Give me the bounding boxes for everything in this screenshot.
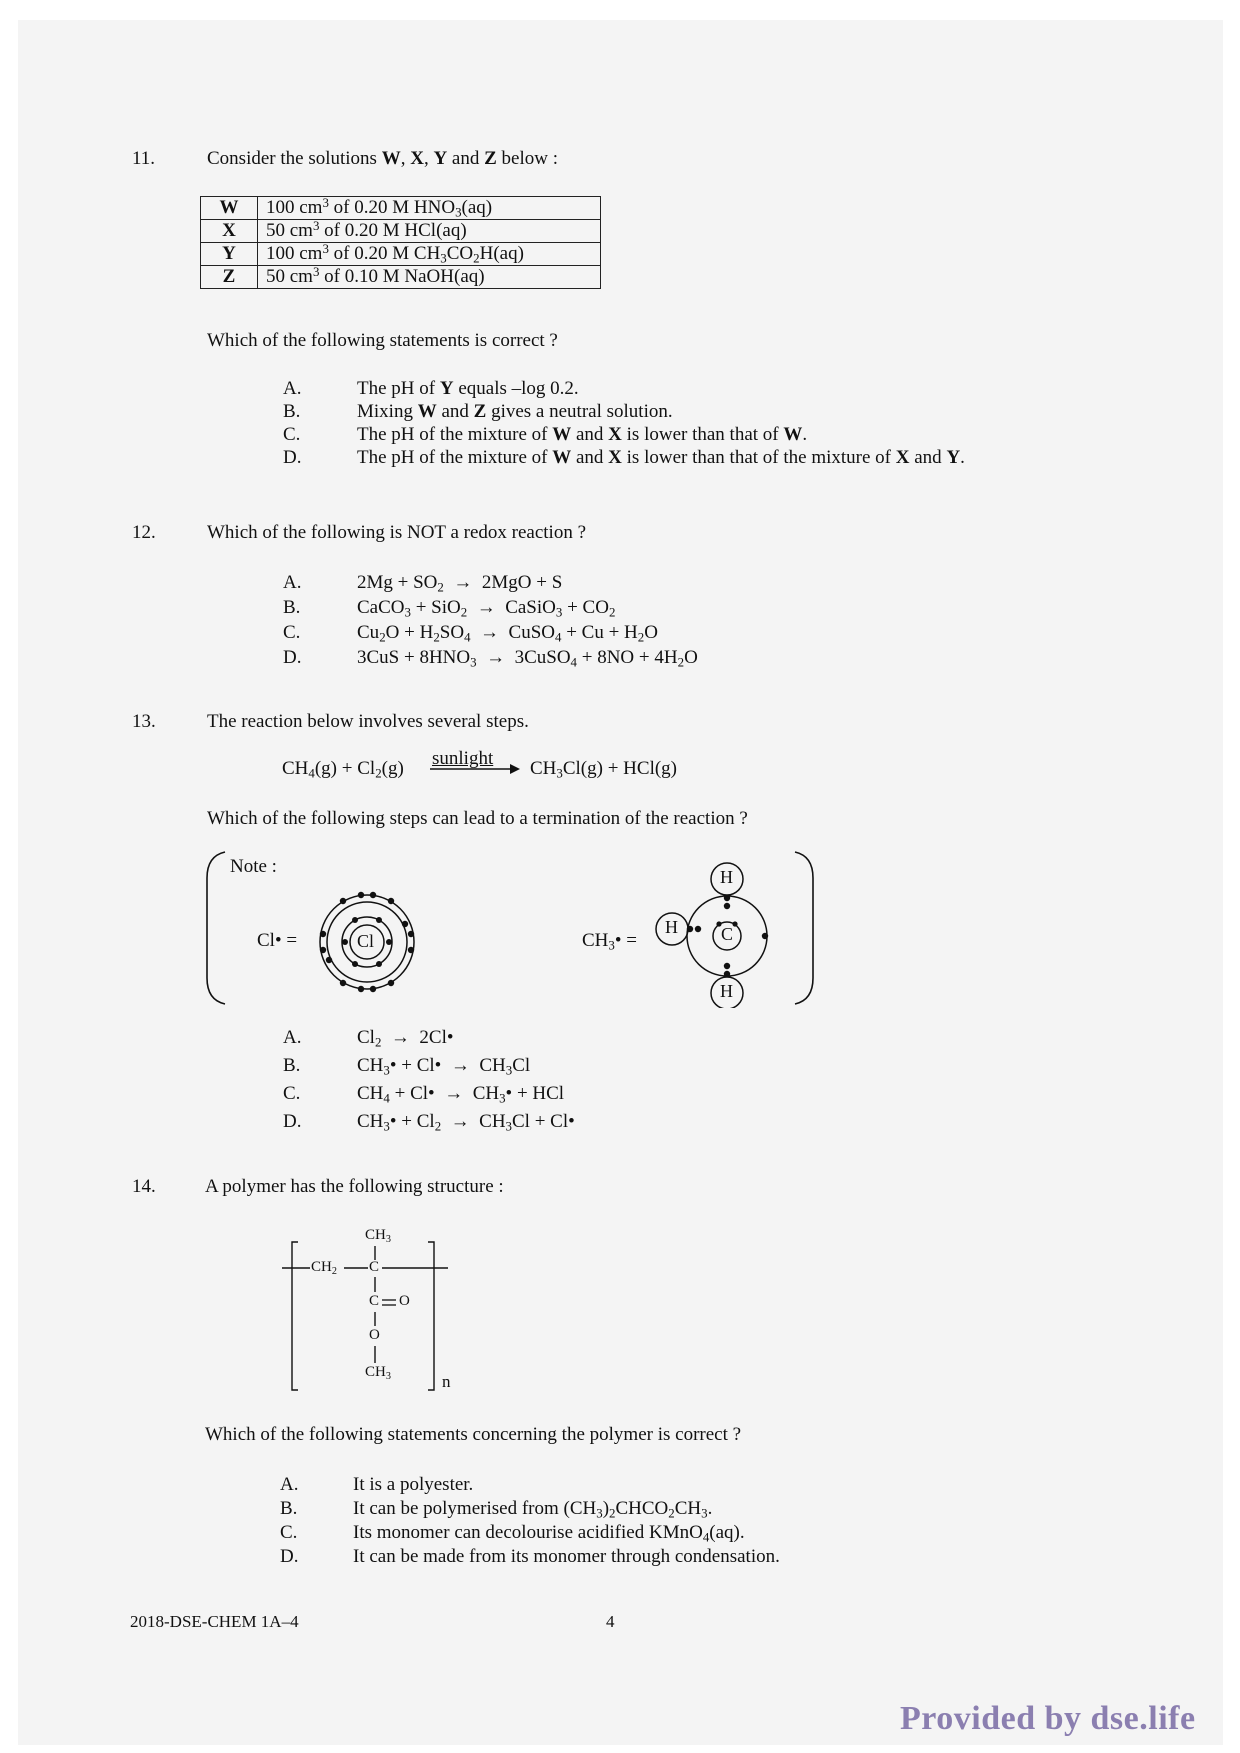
page-number: 4 (606, 1612, 615, 1631)
structure-atom-c: C (369, 1259, 380, 1275)
option-letter: C. (280, 1522, 298, 1543)
option-letter: C. (283, 622, 301, 643)
structure-group-ch3-top: $CH_3$ (365, 1227, 391, 1245)
chlorine-symbol: Cl (357, 931, 375, 951)
chlorine-radical-label: Cl• = (257, 930, 298, 951)
structure-group-ch3-bottom: $CH_3$ (365, 1364, 391, 1382)
solution-label: X (201, 220, 258, 243)
option-letter: A. (283, 378, 302, 399)
methyl-radical-label: $CH_3•$ = (582, 930, 637, 953)
table-row (201, 197, 601, 220)
carbon-symbol: C (721, 924, 734, 944)
watermark: Provided by dse.life (900, 1700, 1196, 1737)
question-13-stem: The reaction below involves several steps. (207, 711, 529, 732)
question-12-number: 12. (132, 522, 156, 543)
paper-code: 2018-DSE-CHEM 1A–4 (130, 1612, 299, 1631)
question-11-number: 11. (132, 148, 156, 169)
option-d-equation: $3CuS + 8HNO_3$ → 3CuSO$_4$ + $8NO + 4H_2O$ (357, 647, 698, 670)
option-letter: D. (280, 1546, 299, 1567)
solution-label: Y (201, 243, 258, 266)
solution-label: W (201, 197, 258, 220)
right-bracket-icon (795, 852, 813, 1004)
option-b-text: Mixing W and Z gives a neutral solution. (357, 401, 673, 422)
solution-description: 100 $cm^3$ of 0.20 M $HNO_3(aq)$ (258, 197, 601, 220)
structure-group-ch2: $CH_2$ (311, 1259, 337, 1277)
option-a-text: The pH of Y equals –log 0.2. (357, 378, 579, 399)
option-c-equation: $Cu_2O + H_2SO_4$ → CuSO$_4$ + $Cu + H_2O$ (357, 622, 658, 645)
left-bracket-icon (207, 852, 225, 1004)
reaction-condition: sunlight (432, 748, 494, 769)
solution-label: Z (201, 266, 258, 289)
option-letter: A. (283, 572, 302, 593)
option-c-text: Its monomer can decolourise acidified KMnO$_4$(aq). (353, 1522, 745, 1545)
option-letter: A. (283, 1027, 302, 1048)
option-d-text: The pH of the mixture of W and X is lower than that of the mixture of X and Y. (357, 447, 965, 468)
hydrogen-symbol: H (665, 917, 678, 937)
reaction-arrow-icon (430, 762, 520, 776)
solutions-table (200, 196, 601, 289)
question-13-prompt: Which of the following steps can lead to a termination of the reaction ? (207, 808, 748, 829)
question-12-stem: Which of the following is NOT a redox reaction ? (207, 522, 587, 543)
option-d-text: It can be made from its monomer through condensation. (353, 1546, 780, 1567)
question-13-number: 13. (132, 711, 156, 732)
option-letter: B. (280, 1498, 298, 1519)
solution-description: 100 $cm^3$ of 0.20 M $CH_3CO_2H(aq)$ (258, 243, 601, 266)
reaction-equation-products: $CH_3Cl(g) + HCl(g)$ (530, 758, 678, 781)
option-a-text: It is a polyester. (353, 1474, 474, 1495)
option-letter: C. (283, 1083, 301, 1104)
repeat-unit-subscript: n (442, 1372, 451, 1391)
option-c-text: The pH of the mixture of W and X is lower than that of W. (357, 424, 808, 445)
option-b-equation: $CH_3•$ + Cl• → $CH_3Cl$ (357, 1055, 531, 1078)
note-label: Note : (230, 856, 277, 877)
question-11-stem: Consider the solutions W, X, Y and Z below : (207, 148, 559, 169)
option-letter: B. (283, 401, 301, 422)
question-14-prompt: Which of the following statements concerning the polymer is correct ? (205, 1424, 742, 1445)
structure-atom-c: C (369, 1293, 380, 1309)
hydrogen-symbol: H (720, 867, 733, 887)
question-14-number: 14. (132, 1176, 156, 1197)
structure-atom-o: O (369, 1327, 380, 1343)
option-letter: B. (283, 1055, 301, 1076)
solution-description: 50 $cm^3$ of 0.10 M NaOH(aq) (258, 266, 601, 289)
option-c-equation: $CH_4$ + Cl• → $CH_3•$ + HCl (357, 1083, 565, 1106)
question-14-stem: A polymer has the following structure : (205, 1176, 504, 1197)
option-a-equation: $2Mg + SO_2 \to 2MgO + S$ (357, 572, 563, 595)
option-letter: B. (283, 597, 301, 618)
reaction-equation-reactants: $CH_4(g) + Cl_2(g)$ (282, 758, 404, 781)
option-d-equation: $CH_3• + Cl_2 \to CH_3Cl$ + Cl• (357, 1111, 575, 1134)
option-letter: A. (280, 1474, 299, 1495)
question-11-prompt: Which of the following statements is correct ? (207, 330, 558, 351)
option-b-text: It can be polymerised from $(CH_3)_2CHCO_2CH_3$. (353, 1498, 713, 1521)
structure-atom-o: O (399, 1293, 410, 1309)
table-row (201, 220, 601, 243)
solution-description: 50 $cm^3$ of 0.20 M HCl(aq) (258, 220, 601, 243)
table-row (201, 243, 601, 266)
option-letter: C. (283, 424, 301, 445)
table-row (201, 266, 601, 289)
hydrogen-symbol: H (720, 981, 733, 1001)
option-letter: D. (283, 1111, 302, 1132)
option-a-equation: $Cl_2$ → 2Cl• (357, 1027, 454, 1050)
option-letter: D. (283, 647, 302, 668)
option-letter: D. (283, 447, 302, 468)
option-b-equation: CaCO$_3$ + SiO$_2$ → CaSiO$_3$ + $CO_2$ (357, 597, 616, 620)
polymer-structure-diagram (280, 1220, 460, 1410)
